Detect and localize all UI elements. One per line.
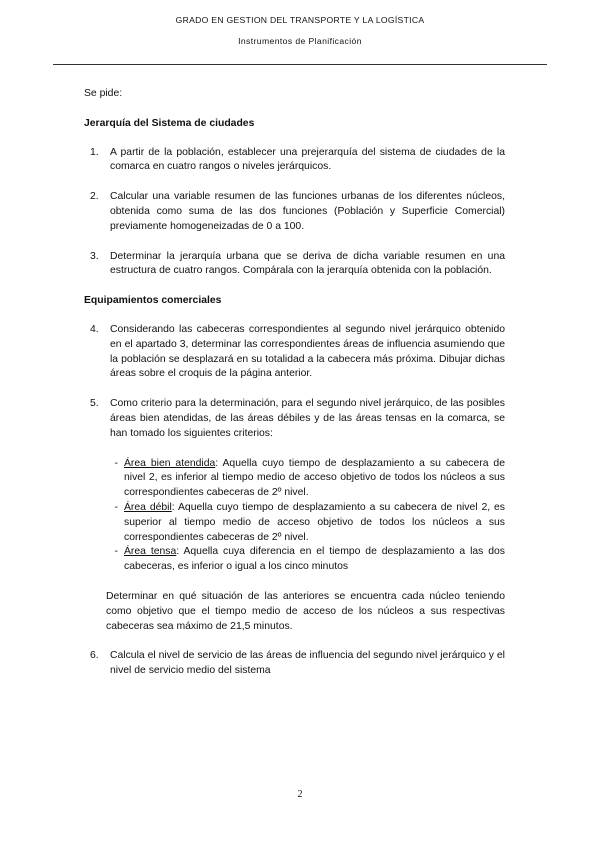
criteria-term: Área débil <box>124 501 172 513</box>
section-title-jerarquia: Jerarquía del Sistema de ciudades <box>84 117 255 129</box>
list-item <box>84 250 505 280</box>
criteria-text <box>124 545 505 575</box>
criteria-item <box>106 545 505 575</box>
criteria-list <box>106 457 505 575</box>
item-text: A partir de la población, establecer una prejerarquía del sistema de ciudades de la comarca en cuatro rangos o niveles jerárquicos. <box>110 146 505 173</box>
item-number: 3. <box>90 250 99 262</box>
list-item <box>84 649 505 679</box>
item-number: 2. <box>90 191 99 203</box>
criteria-item <box>106 457 505 501</box>
item-text: Como criterio para la determinación, para el segundo nivel jerárquico, de las posibles áreas bien atendidas, de las áreas débiles y de las áreas tensas en la comarca, se han tomado los siguientes criterios: <box>110 398 505 439</box>
bullet-dash: - <box>114 546 118 558</box>
list-item <box>84 397 505 575</box>
document-body <box>84 87 505 694</box>
header-title: GRADO EN GESTION DEL TRANSPORTE Y LA LOGÍSTICA <box>175 15 425 25</box>
criteria-text <box>124 501 505 545</box>
criteria-definition: : Aquella cuyo tiempo de desplazamiento a su cabecera de nivel 2, es inferior al tiempo medio de acceso objetivo de todos los núcleos a sus correspondientes cabeceras de 2º nivel. <box>124 457 505 499</box>
criteria-definition: : Aquella cuyo tiempo de desplazamiento a su cabecera de nivel 2, es superior al tiempo medio de acceso objetivo de todos los núcleos a sus correspondientes cabeceras de 2º nivel. <box>124 501 505 543</box>
item-text: Calcula el nivel de servicio de las áreas de influencia del segundo nivel jerárquico y el nivel de servicio medio del sistema <box>110 650 505 677</box>
criteria-text <box>124 457 505 501</box>
item-number: 5. <box>90 398 99 410</box>
item-text: Considerando las cabeceras correspondientes al segundo nivel jerárquico obtenido en el apartado 3, determinar las correspondientes áreas de influencia asumiendo que la población se desplazará en su totalidad a la cabecera más próxima. Dibujar dichas áreas sobre el croquis de la página anterior. <box>110 323 505 380</box>
item-number: 6. <box>90 650 99 662</box>
item-number: 1. <box>90 146 99 158</box>
list-item <box>84 190 505 234</box>
list-item <box>84 323 505 382</box>
criteria-note: Determinar en qué situación de las anteriores se encuentra cada núcleo teniendo como objetivo que el tiempo medio de acceso de los núcleos a sus respectivas cabeceras sea máximo de 21,5 minutos. <box>106 590 505 632</box>
item-text: Determinar la jerarquía urbana que se deriva de dicha variable resumen en una estructura de cuatro rangos. Compárala con la jerarquía obtenida con la población. <box>110 250 505 277</box>
criteria-term: Área bien atendida <box>124 457 216 469</box>
section-title-equipamientos: Equipamientos comerciales <box>84 295 222 307</box>
bullet-dash: - <box>114 501 118 513</box>
criteria-term: Área tensa <box>124 546 177 558</box>
header-divider <box>53 64 547 65</box>
header-subtitle: Instrumentos de Planificación <box>238 36 362 46</box>
bullet-dash: - <box>114 457 118 469</box>
criteria-item <box>106 501 505 545</box>
criteria-definition: : Aquella cuya diferencia en el tiempo de desplazamiento a las dos cabeceras, es inferior o igual a los cinco minutos <box>124 546 505 573</box>
list-item <box>84 146 505 176</box>
page-number: 2 <box>297 789 303 800</box>
item-text: Calcular una variable resumen de las funciones urbanas de los diferentes núcleos, obtenida como suma de las dos funciones (Población y Superficie Comercial) previamente homogeneizadas de 0 a 100. <box>110 191 505 232</box>
item-body <box>110 397 505 575</box>
intro-text: Se pide: <box>84 88 123 99</box>
item-number: 4. <box>90 323 99 335</box>
